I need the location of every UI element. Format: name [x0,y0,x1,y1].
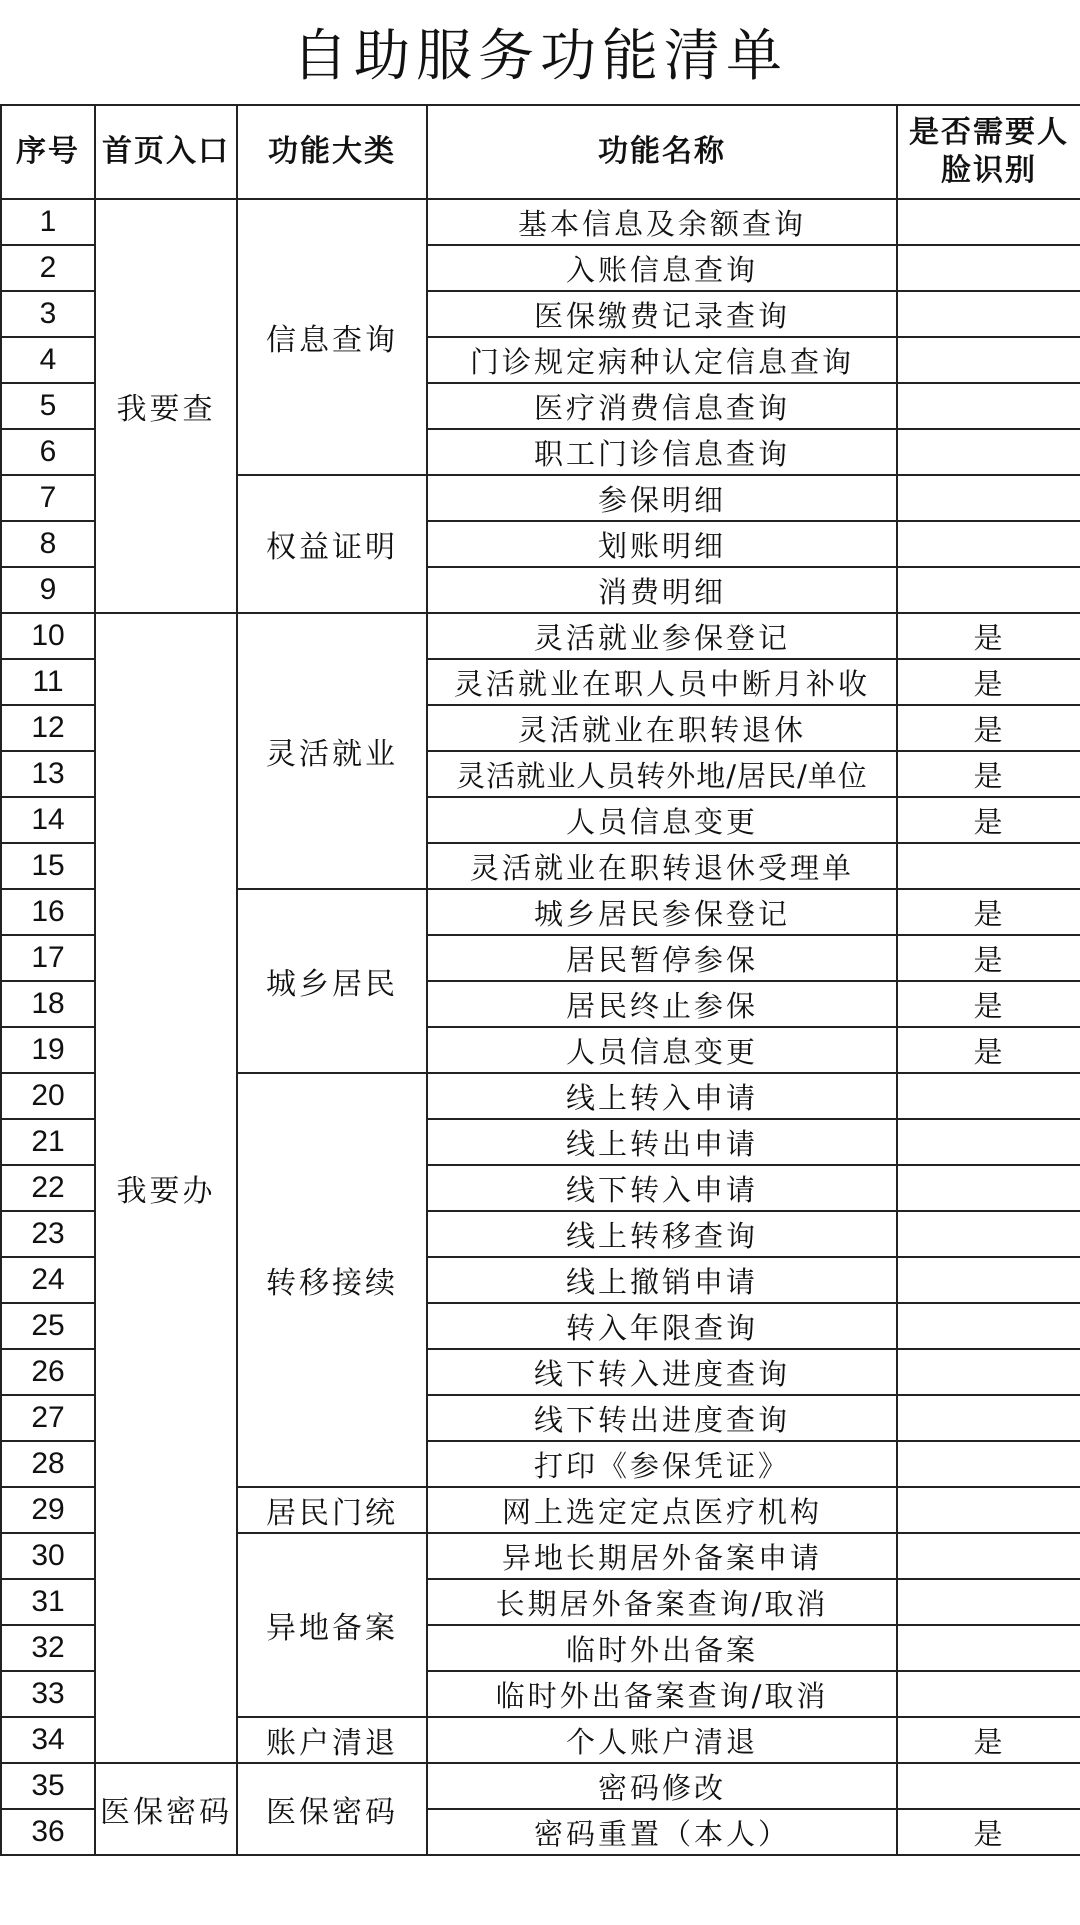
row-face: 是 [897,1717,1080,1763]
row-face [897,1671,1080,1717]
category-cell: 医保密码 [237,1763,427,1855]
row-face [897,1211,1080,1257]
row-name: 参保明细 [427,475,897,521]
row-seq: 6 [1,429,95,475]
row-face [897,1303,1080,1349]
row-seq: 27 [1,1395,95,1441]
row-name: 密码修改 [427,1763,897,1809]
row-name: 线上转出申请 [427,1119,897,1165]
category-cell: 信息查询 [237,199,427,475]
row-name: 线下转出进度查询 [427,1395,897,1441]
row-name: 基本信息及余额查询 [427,199,897,245]
row-face: 是 [897,797,1080,843]
row-seq: 21 [1,1119,95,1165]
row-face [897,1533,1080,1579]
category-cell: 异地备案 [237,1533,427,1717]
row-name: 居民终止参保 [427,981,897,1027]
row-name: 门诊规定病种认定信息查询 [427,337,897,383]
row-seq: 24 [1,1257,95,1303]
row-face [897,1073,1080,1119]
row-name: 转入年限查询 [427,1303,897,1349]
row-seq: 28 [1,1441,95,1487]
row-face [897,1441,1080,1487]
row-seq: 13 [1,751,95,797]
row-name: 线下转入进度查询 [427,1349,897,1395]
header-seq: 序号 [1,105,95,199]
row-face [897,337,1080,383]
row-face [897,521,1080,567]
row-seq: 36 [1,1809,95,1855]
row-seq: 2 [1,245,95,291]
row-seq: 12 [1,705,95,751]
row-name: 灵活就业人员转外地/居民/单位 [427,751,897,797]
row-name: 打印《参保凭证》 [427,1441,897,1487]
row-seq: 7 [1,475,95,521]
row-seq: 31 [1,1579,95,1625]
row-face [897,1579,1080,1625]
row-name: 划账明细 [427,521,897,567]
row-seq: 23 [1,1211,95,1257]
row-seq: 33 [1,1671,95,1717]
row-name: 线上转入申请 [427,1073,897,1119]
row-face [897,245,1080,291]
row-seq: 34 [1,1717,95,1763]
category-cell: 居民门统 [237,1487,427,1533]
row-seq: 5 [1,383,95,429]
row-name: 城乡居民参保登记 [427,889,897,935]
row-name: 密码重置（本人） [427,1809,897,1855]
row-name: 人员信息变更 [427,797,897,843]
table-row [1,1763,1080,1809]
row-name: 网上选定定点医疗机构 [427,1487,897,1533]
row-name: 个人账户清退 [427,1717,897,1763]
page-title: 自助服务功能清单 [292,24,788,89]
category-cell: 灵活就业 [237,613,427,889]
category-cell: 权益证明 [237,475,427,613]
row-face [897,1487,1080,1533]
row-face [897,1165,1080,1211]
row-name: 异地长期居外备案申请 [427,1533,897,1579]
row-face: 是 [897,981,1080,1027]
row-seq: 1 [1,199,95,245]
row-face [897,567,1080,613]
row-face [897,1119,1080,1165]
row-name: 医疗消费信息查询 [427,383,897,429]
row-name: 灵活就业在职人员中断月补收 [427,659,897,705]
row-face: 是 [897,659,1080,705]
row-seq: 9 [1,567,95,613]
row-face [897,1625,1080,1671]
row-name: 灵活就业在职转退休受理单 [427,843,897,889]
row-face [897,291,1080,337]
header-category: 功能大类 [237,105,427,199]
row-seq: 8 [1,521,95,567]
row-face [897,383,1080,429]
row-name: 人员信息变更 [427,1027,897,1073]
row-face: 是 [897,1809,1080,1855]
row-name: 灵活就业参保登记 [427,613,897,659]
row-face: 是 [897,889,1080,935]
row-name: 医保缴费记录查询 [427,291,897,337]
table-row [1,613,1080,659]
row-seq: 35 [1,1763,95,1809]
row-name: 长期居外备案查询/取消 [427,1579,897,1625]
table-row [1,199,1080,245]
row-seq: 15 [1,843,95,889]
row-name: 线上撤销申请 [427,1257,897,1303]
row-face: 是 [897,705,1080,751]
function-table [0,104,1080,1856]
category-cell: 城乡居民 [237,889,427,1073]
category-cell: 转移接续 [237,1073,427,1487]
row-face: 是 [897,613,1080,659]
row-name: 临时外出备案查询/取消 [427,1671,897,1717]
row-face [897,475,1080,521]
row-face [897,1257,1080,1303]
row-face [897,1349,1080,1395]
row-seq: 16 [1,889,95,935]
row-name: 入账信息查询 [427,245,897,291]
row-face [897,843,1080,889]
row-face [897,1395,1080,1441]
row-name: 职工门诊信息查询 [427,429,897,475]
row-name: 灵活就业在职转退休 [427,705,897,751]
row-name: 临时外出备案 [427,1625,897,1671]
header-name: 功能名称 [427,105,897,199]
row-face: 是 [897,1027,1080,1073]
row-seq: 11 [1,659,95,705]
header-face: 是否需要人脸识别 [897,105,1080,199]
row-seq: 18 [1,981,95,1027]
header-entry: 首页入口 [95,105,237,199]
row-seq: 17 [1,935,95,981]
row-face: 是 [897,751,1080,797]
row-name: 居民暂停参保 [427,935,897,981]
row-seq: 10 [1,613,95,659]
row-seq: 22 [1,1165,95,1211]
row-seq: 20 [1,1073,95,1119]
row-face [897,429,1080,475]
row-seq: 30 [1,1533,95,1579]
row-name: 消费明细 [427,567,897,613]
row-seq: 32 [1,1625,95,1671]
row-seq: 25 [1,1303,95,1349]
header-row [1,105,1080,199]
category-cell: 账户清退 [237,1717,427,1763]
row-seq: 26 [1,1349,95,1395]
row-face [897,199,1080,245]
entry-cell: 我要办 [95,613,237,1763]
row-seq: 19 [1,1027,95,1073]
row-seq: 4 [1,337,95,383]
entry-cell: 我要查 [95,199,237,613]
row-seq: 29 [1,1487,95,1533]
row-face: 是 [897,935,1080,981]
row-name: 线上转移查询 [427,1211,897,1257]
entry-cell: 医保密码 [95,1763,237,1855]
row-seq: 14 [1,797,95,843]
row-seq: 3 [1,291,95,337]
row-name: 线下转入申请 [427,1165,897,1211]
row-face [897,1763,1080,1809]
